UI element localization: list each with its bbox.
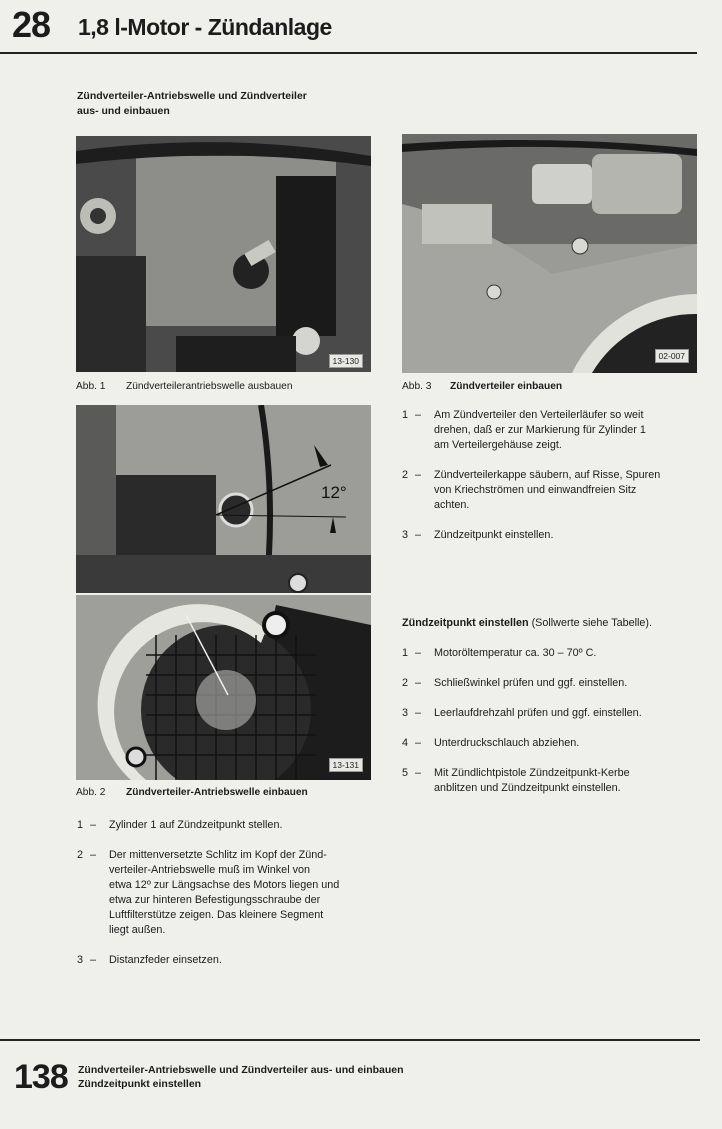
step-number: 2 [402, 469, 409, 481]
step-dash: – [415, 677, 422, 689]
list-item [77, 818, 377, 833]
list-item [402, 766, 702, 796]
step-text: Schließwinkel prüfen und ggf. einstellen. [434, 677, 628, 689]
step-dash: – [415, 767, 422, 779]
step-text: Motoröltemperatur ca. 30 – 70º C. [434, 647, 597, 659]
step-line: am Verteilergehäuse zeigt. [434, 439, 562, 451]
step-dash: – [415, 409, 422, 421]
timing-heading-bold: Zündzeitpunkt einstellen [402, 617, 529, 629]
angle-label: 12° [321, 483, 347, 502]
step-dash: – [415, 469, 422, 481]
section-title-line: aus- und einbauen [77, 105, 170, 117]
step-text: Distanzfeder einsetzen. [109, 954, 222, 966]
footer-rule [0, 1039, 700, 1041]
list-item [402, 646, 702, 661]
footer-line: Zündverteiler-Antriebswelle und Zündverteiler aus- und einbauen [78, 1064, 404, 1076]
step-line: Zündverteilerkappe säubern, auf Risse, Spuren [434, 469, 661, 481]
step-dash: – [90, 819, 97, 831]
step-text [434, 408, 702, 453]
step-line: anblitzen und Zündzeitpunkt einstellen. [434, 782, 621, 794]
list-item [77, 953, 377, 968]
figure-1-tag: 13-130 [329, 354, 363, 368]
figure-1-photo [76, 136, 371, 372]
chapter-title: 1,8 l-Motor - Zündanlage [78, 14, 332, 40]
right-steps [402, 408, 702, 558]
figure-2-photo-top [76, 405, 371, 593]
step-line: von Kriechströmen und einwandfreien Sitz [434, 484, 637, 496]
step-line: achten. [434, 499, 470, 511]
figure-3-number: Abb. 3 [402, 381, 432, 392]
figure-1-number: Abb. 1 [76, 381, 106, 392]
figure-1-caption [76, 381, 293, 392]
step-line: etwa zur hinteren Befestigungsschraube der [109, 894, 321, 906]
step-number: 2 [402, 677, 409, 689]
header-rule [0, 52, 697, 54]
list-item [402, 736, 702, 751]
step-number: 5 [402, 767, 409, 779]
step-line: Am Zündverteiler den Verteilerläufer so weit [434, 409, 644, 421]
step-line: drehen, daß er zur Markierung für Zylinder 1 [434, 424, 646, 436]
figure-2-number: Abb. 2 [76, 787, 106, 798]
step-dash: – [415, 737, 422, 749]
step-line: Der mittenversetzte Schlitz im Kopf der Zünd- [109, 849, 327, 861]
step-line: Luftfilterstütze zeigen. Das kleinere Segment [109, 909, 324, 921]
step-dash: – [415, 529, 422, 541]
figure-1-caption-text: Zündverteilerantriebswelle ausbauen [126, 381, 293, 392]
step-number: 4 [402, 737, 409, 749]
step-number: 1 [402, 647, 409, 659]
list-item [77, 848, 377, 938]
step-number: 3 [402, 529, 409, 541]
list-item [402, 528, 702, 543]
figure-3-tag: 02-007 [655, 349, 689, 363]
chapter-number: 28 [12, 4, 51, 45]
step-line: Mit Zündlichtpistole Zündzeitpunkt-Kerbe [434, 767, 630, 779]
step-number: 3 [402, 707, 409, 719]
list-item [402, 468, 702, 513]
section-title [77, 89, 357, 119]
timing-heading [402, 617, 652, 629]
figure-2-caption-text: Zündverteiler-Antriebswelle einbauen [126, 787, 308, 798]
figure-2-tag: 13-131 [329, 758, 363, 772]
list-item [402, 408, 702, 453]
step-text: Leerlaufdrehzahl prüfen und ggf. einstellen. [434, 707, 642, 719]
step-number: 2 [77, 849, 84, 861]
step-text: Zündzeitpunkt einstellen. [434, 529, 554, 541]
step-dash: – [90, 954, 97, 966]
figure-3-caption-text: Zündverteiler einbauen [450, 381, 563, 392]
section-title-line: Zündverteiler-Antriebswelle und Zündverteiler [77, 90, 307, 102]
step-dash: – [415, 707, 422, 719]
step-line: verteiler-Antriebswelle muß im Winkel von [109, 864, 310, 876]
step-text [109, 848, 377, 938]
figure-2-photo-bottom [76, 595, 371, 780]
step-line: etwa 12º zur Längsachse des Motors liegen und [109, 879, 340, 891]
list-item [402, 676, 702, 691]
footer-text [78, 1063, 404, 1091]
figure-2-caption [76, 787, 308, 798]
timing-heading-rest: (Sollwerte siehe Tabelle). [528, 617, 653, 629]
step-number: 3 [77, 954, 84, 966]
figure-3-photo [402, 134, 697, 373]
step-text [434, 766, 702, 796]
step-number: 1 [77, 819, 84, 831]
page-number: 138 [14, 1058, 68, 1096]
step-line: liegt außen. [109, 924, 166, 936]
step-text [434, 468, 702, 513]
step-dash: – [415, 647, 422, 659]
figure-3-caption [402, 381, 562, 392]
left-steps [77, 818, 377, 983]
footer-line: Zündzeitpunkt einstellen [78, 1078, 202, 1090]
step-text: Zylinder 1 auf Zündzeitpunkt stellen. [109, 819, 283, 831]
list-item [402, 706, 702, 721]
timing-steps [402, 646, 702, 811]
step-text: Unterdruckschlauch abziehen. [434, 737, 580, 749]
step-number: 1 [402, 409, 409, 421]
step-dash: – [90, 849, 97, 861]
